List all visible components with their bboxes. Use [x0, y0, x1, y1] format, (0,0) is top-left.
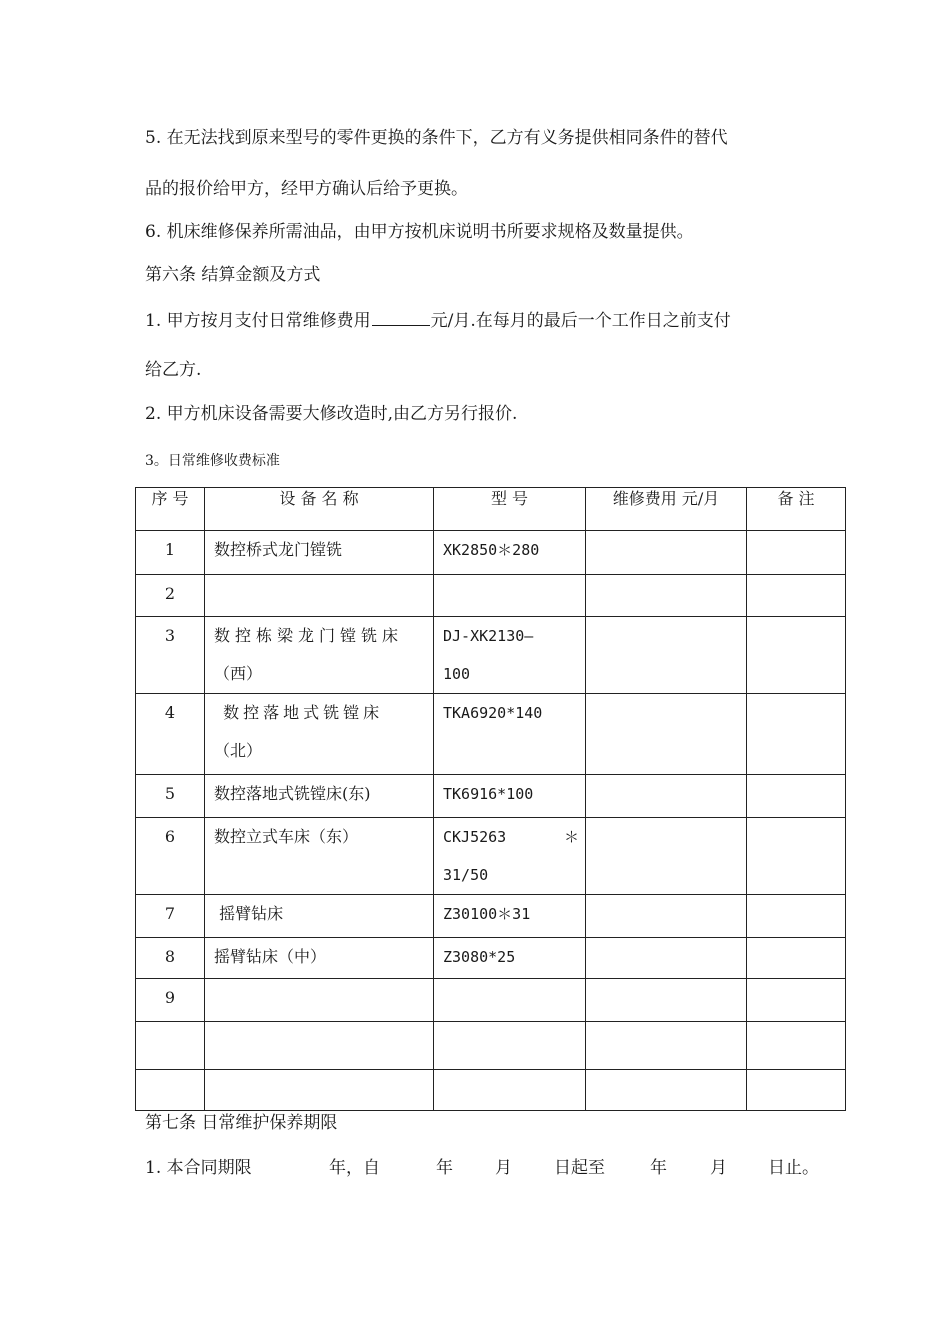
term-years: 年，自	[329, 1158, 380, 1178]
cell-name	[205, 575, 434, 617]
cell-name: 摇臂钻床	[205, 895, 434, 938]
cell-remark	[747, 895, 846, 938]
cell-name	[205, 694, 434, 775]
cell-remark	[747, 617, 846, 694]
cell-fee	[586, 694, 747, 775]
cell-model-line-1	[443, 818, 579, 856]
cell-model	[434, 979, 586, 1022]
cell-name	[205, 617, 434, 694]
cell-no: 4	[136, 694, 205, 775]
cell-remark	[747, 694, 846, 775]
cell-name: 摇臂钻床（中）	[205, 938, 434, 979]
cell-fee	[586, 617, 747, 694]
term-prefix: 1. 本合同期限	[145, 1158, 252, 1178]
clause-6: 6. 机床维修保养所需油品，由甲方按机床说明书所要求规格及数量提供。	[145, 222, 694, 242]
cell-fee	[586, 531, 747, 575]
cell-remark	[747, 938, 846, 979]
table-row	[136, 775, 846, 818]
cell-name: 数控桥式龙门镗铣	[205, 531, 434, 575]
payment-clause-3: 3。日常维修收费标准	[145, 453, 280, 469]
table-row	[136, 1022, 846, 1070]
cell-no	[136, 1070, 205, 1111]
cell-model-part-b: ＊	[563, 828, 579, 846]
cell-no: 9	[136, 979, 205, 1022]
cell-no	[136, 1022, 205, 1070]
cell-fee	[586, 575, 747, 617]
cell-fee	[586, 1022, 747, 1070]
payment-clause-1-continued: 给乙方.	[145, 360, 202, 380]
cell-model: Z3080*25	[434, 938, 586, 979]
cell-remark	[747, 818, 846, 895]
article-7-heading: 第七条 日常维护保养期限	[145, 1113, 338, 1133]
cell-no: 7	[136, 895, 205, 938]
cell-model-line-2: 31/50	[443, 866, 489, 884]
cell-name-line-1: 数控栋梁龙门镗铣床	[214, 626, 404, 645]
cell-no: 1	[136, 531, 205, 575]
cell-model-line-2: 100	[443, 665, 471, 683]
table-row	[136, 938, 846, 979]
cell-name-line-2: （西）	[214, 664, 263, 683]
cell-fee	[586, 938, 747, 979]
cell-no: 8	[136, 938, 205, 979]
cell-model: TK6916*100	[434, 775, 586, 818]
cell-fee	[586, 818, 747, 895]
table-row	[136, 694, 846, 775]
cell-no: 2	[136, 575, 205, 617]
cell-model-part-a: CKJ5263	[443, 828, 507, 846]
cell-name: 数控立式车床（东）	[205, 818, 434, 895]
term-end-day: 日止。	[768, 1158, 819, 1178]
cell-fee	[586, 979, 747, 1022]
cell-fee	[586, 895, 747, 938]
table-row	[136, 575, 846, 617]
table-row	[136, 617, 846, 694]
maintenance-fee-table	[135, 487, 846, 1111]
amount-blank	[372, 309, 430, 326]
cell-model	[434, 617, 586, 694]
cell-model: TKA6920*140	[434, 694, 586, 775]
cell-remark	[747, 1070, 846, 1111]
header-remark: 备 注	[747, 488, 846, 531]
payment-clause-1-prefix: 1. 甲方按月支付日常维修费用	[145, 311, 371, 331]
cell-model: Z30100＊31	[434, 895, 586, 938]
table-row	[136, 531, 846, 575]
header-equipment-name: 设 备 名 称	[205, 488, 434, 531]
payment-clause-1	[145, 309, 731, 332]
cell-fee	[586, 1070, 747, 1111]
clause-5-line-1: 5. 在无法找到原来型号的零件更换的条件下，乙方有义务提供相同条件的替代	[145, 128, 728, 148]
cell-model: XK2850＊280	[434, 531, 586, 575]
cell-no: 6	[136, 818, 205, 895]
term-end-year: 年	[650, 1158, 667, 1178]
cell-no: 3	[136, 617, 205, 694]
cell-model	[434, 575, 586, 617]
cell-model	[434, 818, 586, 895]
cell-remark	[747, 575, 846, 617]
cell-model	[434, 1070, 586, 1111]
cell-name-line-1: 数控落地式铣镗床	[214, 703, 384, 722]
table-row	[136, 818, 846, 895]
term-start-year: 年	[436, 1158, 453, 1178]
cell-name: 数控落地式铣镗床(东)	[205, 775, 434, 818]
article-6-heading: 第六条 结算金额及方式	[145, 265, 321, 285]
payment-clause-1-suffix: 元/月.在每月的最后一个工作日之前支付	[430, 311, 731, 331]
cell-model	[434, 1022, 586, 1070]
cell-no: 5	[136, 775, 205, 818]
cell-name	[205, 1070, 434, 1111]
cell-model-line-1: DJ-XK2130—	[443, 627, 534, 645]
header-model: 型 号	[434, 488, 586, 531]
cell-remark	[747, 775, 846, 818]
header-fee: 维修费用 元/月	[586, 488, 747, 531]
cell-name-line-2: （北）	[214, 741, 263, 760]
cell-remark	[747, 531, 846, 575]
payment-clause-2: 2. 甲方机床设备需要大修改造时,由乙方另行报价.	[145, 404, 518, 424]
term-end-month: 月	[710, 1158, 727, 1178]
cell-remark	[747, 1022, 846, 1070]
cell-remark	[747, 979, 846, 1022]
table-header-row	[136, 488, 846, 531]
cell-fee	[586, 775, 747, 818]
table-row	[136, 979, 846, 1022]
table-row	[136, 895, 846, 938]
header-no: 序 号	[136, 488, 205, 531]
term-start-day: 日起至	[554, 1158, 605, 1178]
table-row	[136, 1070, 846, 1111]
clause-5-line-2: 品的报价给甲方，经甲方确认后给予更换。	[145, 179, 468, 199]
contract-term-clause	[145, 1157, 845, 1179]
cell-name	[205, 979, 434, 1022]
cell-name	[205, 1022, 434, 1070]
term-start-month: 月	[495, 1158, 512, 1178]
